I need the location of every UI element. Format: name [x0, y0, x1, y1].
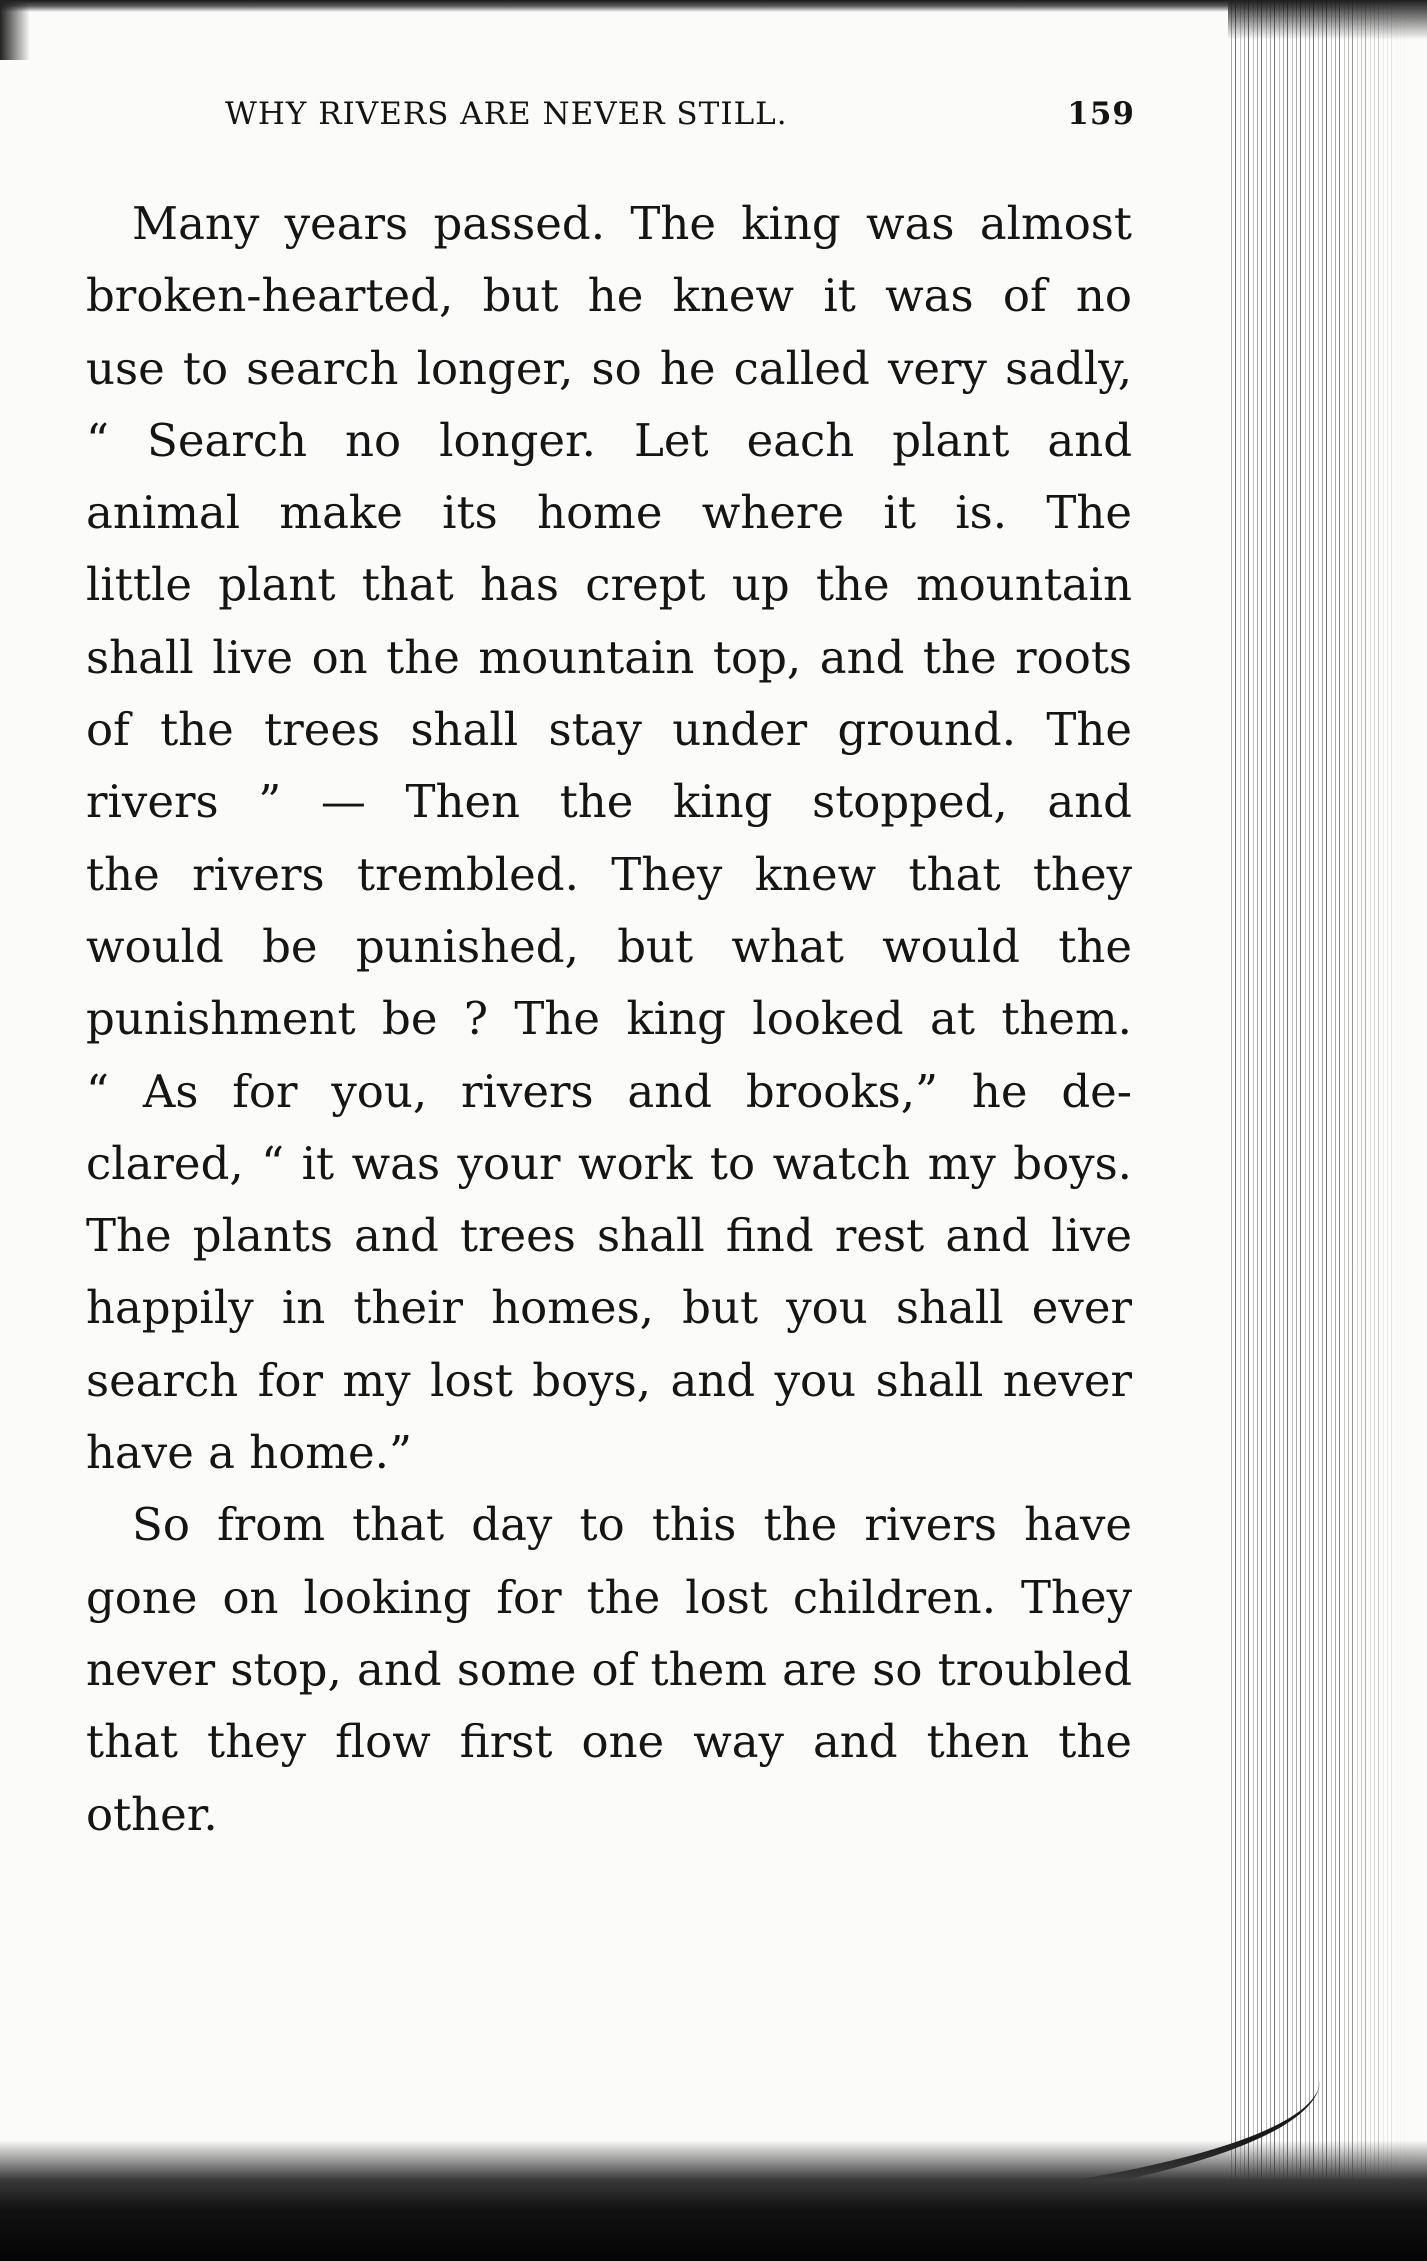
text-line: would be punished, but what would the: [86, 919, 1132, 973]
scan-top-corner: [0, 0, 30, 60]
text-line: never stop, and some of them are so troubled: [86, 1642, 1132, 1696]
text-line: gone on looking for the lost children. They: [86, 1570, 1132, 1624]
scan-bottom-edge: [0, 2140, 1427, 2261]
page-fore-edge-fade: [1335, 0, 1427, 2261]
text-line: “ Search no longer. Let each plant and: [86, 413, 1132, 467]
text-line: The plants and trees shall find rest and live: [86, 1209, 1132, 1263]
text-line: broken-hearted, but he knew it was of no: [86, 269, 1132, 323]
text-line: rivers ” — Then the king stopped, and: [86, 775, 1132, 829]
text-line: shall live on the mountain top, and the roots: [86, 630, 1132, 684]
text-line: search for my lost boys, and you shall never: [86, 1353, 1132, 1407]
text-line: So from that day to this the rivers have: [132, 1498, 1132, 1552]
text-line: little plant that has crept up the mountain: [86, 558, 1132, 612]
text-line: animal make its home where it is. The: [86, 486, 1132, 540]
text-line: of the trees shall stay under ground. The: [86, 703, 1132, 757]
text-line: have a home.”: [86, 1426, 412, 1480]
text-line: clared, “ it was your work to watch my boys.: [86, 1136, 1132, 1190]
page-header: [225, 96, 1135, 146]
text-line: other.: [86, 1787, 218, 1841]
text-line: punishment be ? The king looked at them.: [86, 992, 1132, 1046]
running-head: WHY RIVERS ARE NEVER STILL.: [225, 96, 788, 132]
text-line: the rivers trembled. They knew that they: [86, 847, 1132, 901]
scan-top-edge: [0, 0, 1427, 12]
page-number: 159: [1067, 96, 1135, 132]
text-line: “ As for you, rivers and brooks,” he de-: [86, 1064, 1132, 1118]
text-line: Many years passed. The king was almost: [132, 197, 1132, 250]
text-line: happily in their homes, but you shall ever: [86, 1281, 1132, 1335]
body-text: [86, 188, 1132, 1851]
page-fore-edge-top: [1228, 0, 1427, 40]
text-line: use to search longer, so he called very sadly,: [86, 341, 1132, 395]
text-line: that they flow first one way and then the: [86, 1715, 1132, 1769]
